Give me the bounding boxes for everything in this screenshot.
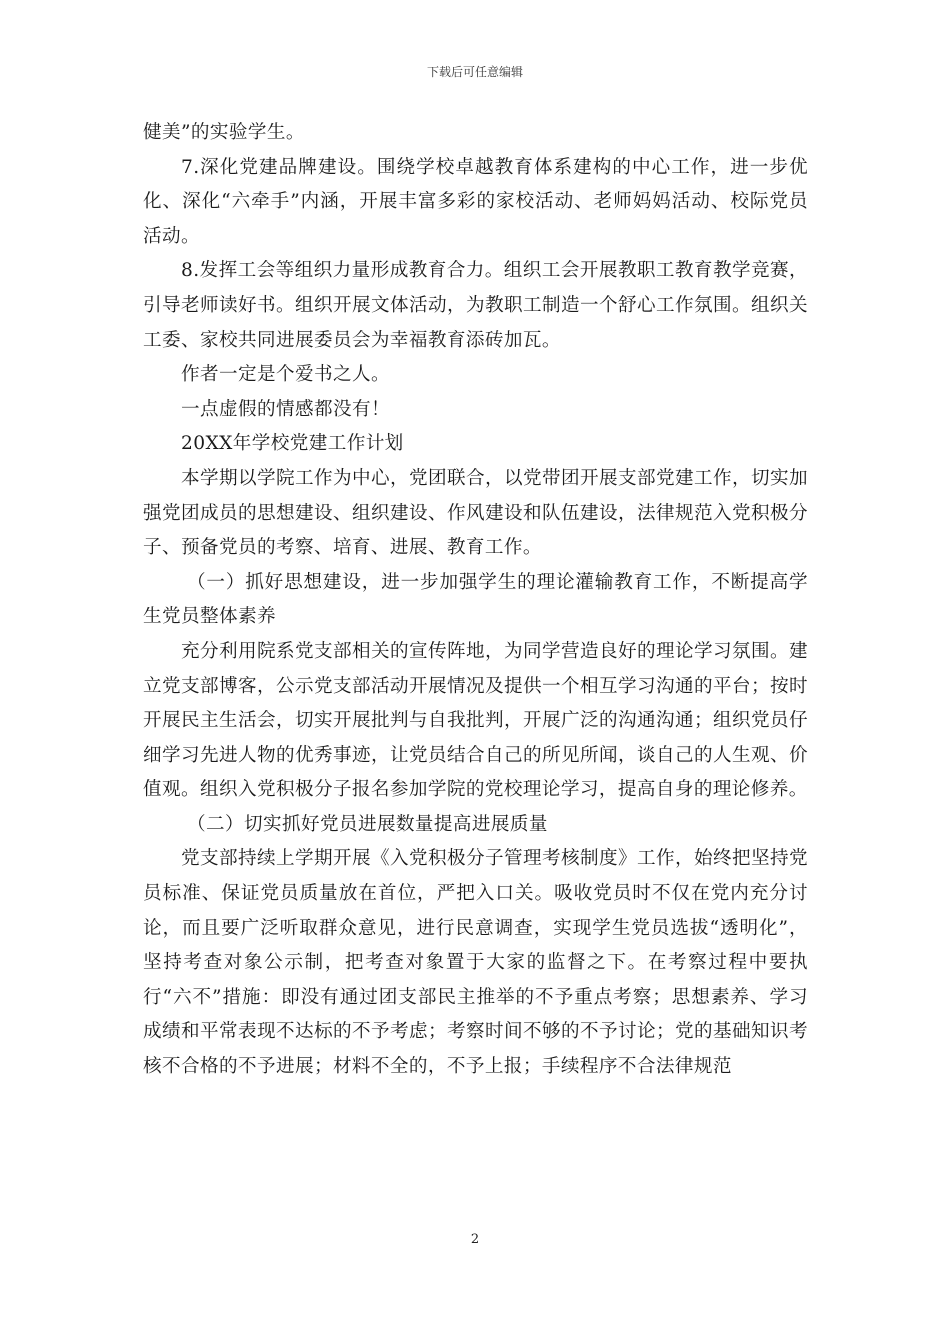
paragraph-remark-1: 作者一定是个爱书之人。 xyxy=(181,364,390,386)
page-number: 2 xyxy=(470,1232,480,1247)
paragraph-item-7: 7.深化党建品牌建设。围绕学校卓越教育体系建构的中心工作，进一步优化、深化“六牵手”内涵，开展丰富多彩的家校活动、老师妈妈活动、校际党员活动。 xyxy=(143,156,808,247)
section-title: 20XX年学校党建工作计划 xyxy=(181,433,404,455)
subheading-two: （二）切实抓好党员进展数量提高进展质量 xyxy=(187,813,548,835)
paragraph-thought-building: 充分利用院系党支部相关的宣传阵地，为同学营造良好的理论学习氛围。建立党支部博客，公示党支部活动开展情况及提供一个相互学习沟通的平台；按时开展民主生活会，切实开展批判与自我批判，开展广泛的沟通沟通；组织党员仔细学习先进人物的优秀事迹，让党员结合自己的所见所闻，谈自己的人生观、价值观。组织入党积极分子报名参加学院的党校理论学习，提高自身的理论修养。 xyxy=(143,640,808,801)
document-body xyxy=(143,116,808,1085)
paragraph-continuation: 健美”的实验学生。 xyxy=(143,122,305,143)
paragraph-remark-2: 一点虚假的情感都没有！ xyxy=(181,398,390,420)
paragraph-intro: 本学期以学院工作为中心，党团联合，以党带团开展支部党建工作，切实加强党团成员的思想建设、组织建设、作风建设和队伍建设，法律规范入党积极分子、预备党员的考察、培育、进展、教育工作。 xyxy=(143,467,808,559)
paragraph-item-8: 8.发挥工会等组织力量形成教育合力。组织工会开展教职工教育教学竞赛，引导老师读好书。组织开展文体活动，为教职工制造一个舒心工作氛围。组织关工委、家校共同进展委员会为幸福教育添砖加瓦。 xyxy=(143,260,808,351)
page-header-note: 下载后可任意编辑 xyxy=(426,65,523,79)
subheading-one: （一）抓好思想建设，进一步加强学生的理论灌输教育工作，不断提高学生党员整体素养 xyxy=(143,571,808,628)
paragraph-member-development: 党支部持续上学期开展《入党积极分子管理考核制度》工作，始终把坚持党员标准、保证党员质量放在首位，严把入口关。吸收党员时不仅在党内充分讨论，而且要广泛听取群众意见，进行民意调查，实现学生党员选拔“透明化”，坚持考查对象公示制，把考查对象置于大家的监督之下。在考察过程中要执行“六不”措施：即没有通过团支部民主推举的不予重点考察；思想素养、学习成绩和平常表现不达标的不予考虑；考察时间不够的不予讨论；党的基础知识考核不合格的不予进展；材料不全的，不予上报；手续程序不合法律规范 xyxy=(143,848,808,1078)
